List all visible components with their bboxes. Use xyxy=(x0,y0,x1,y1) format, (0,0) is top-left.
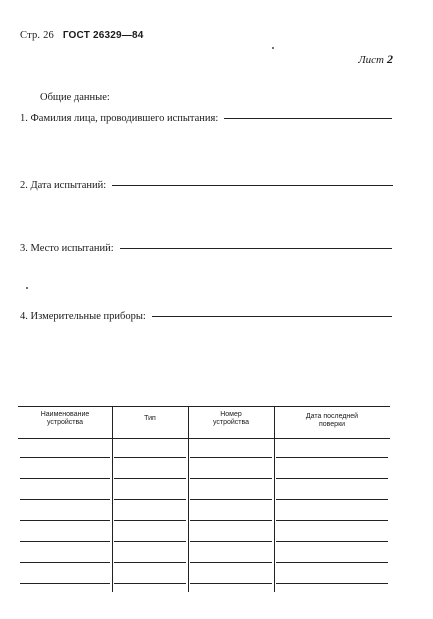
section-title: Общие данные: xyxy=(40,92,110,103)
column-header-number: Номер устройства xyxy=(212,411,250,426)
field-label: 1. Фамилия лица, проводившего испытания: xyxy=(20,113,219,124)
table-cell-line[interactable] xyxy=(190,457,272,458)
page-number: Стр. 26 xyxy=(20,30,54,41)
standard-code: ГОСТ 26329—84 xyxy=(62,30,144,41)
table-cell-line[interactable] xyxy=(276,583,388,584)
field-label: 2. Дата испытаний: xyxy=(20,180,107,191)
field-label: 4. Измерительные приборы: xyxy=(20,311,146,322)
table-cell-line[interactable] xyxy=(20,520,110,521)
table-cell-line[interactable] xyxy=(20,499,110,500)
fill-in-line[interactable] xyxy=(224,117,392,119)
field-tester-name xyxy=(20,113,392,124)
scan-speck xyxy=(272,47,274,49)
column-header-type: Тип xyxy=(144,415,156,422)
sheet-number: 2 xyxy=(387,52,393,66)
table-cell-line[interactable] xyxy=(276,562,388,563)
table-cell-line[interactable] xyxy=(276,520,388,521)
table-cell-line[interactable] xyxy=(20,478,110,479)
table-cell-line[interactable] xyxy=(276,499,388,500)
sheet-word: Лист xyxy=(358,54,384,66)
column-divider xyxy=(274,406,275,592)
table-cell-line[interactable] xyxy=(20,562,110,563)
table-cell-line[interactable] xyxy=(114,457,186,458)
table-cell-line[interactable] xyxy=(20,583,110,584)
table-header-rule xyxy=(18,438,390,439)
table-cell-line[interactable] xyxy=(114,562,186,563)
table-cell-line[interactable] xyxy=(276,478,388,479)
table-cell-line[interactable] xyxy=(114,478,186,479)
table-top-rule xyxy=(18,406,390,407)
table-cell-line[interactable] xyxy=(114,520,186,521)
page-header xyxy=(20,30,144,41)
field-test-date xyxy=(20,180,393,191)
table-cell-line[interactable] xyxy=(190,520,272,521)
table-cell-line[interactable] xyxy=(190,583,272,584)
fill-in-line[interactable] xyxy=(120,247,392,249)
table-cell-line[interactable] xyxy=(190,499,272,500)
table-cell-line[interactable] xyxy=(276,457,388,458)
table-cell-line[interactable] xyxy=(190,478,272,479)
table-cell-line[interactable] xyxy=(114,583,186,584)
scan-speck xyxy=(26,287,28,289)
table-cell-line[interactable] xyxy=(114,499,186,500)
table-cell-line[interactable] xyxy=(190,541,272,542)
table-cell-line[interactable] xyxy=(276,541,388,542)
field-label: 3. Место испытаний: xyxy=(20,243,114,254)
column-header-verification-date: Дата последней поверки xyxy=(305,413,359,428)
column-divider xyxy=(112,406,113,592)
column-divider xyxy=(188,406,189,592)
table-cell-line[interactable] xyxy=(20,541,110,542)
field-instruments xyxy=(20,311,392,322)
instruments-table xyxy=(18,406,390,592)
table-cell-line[interactable] xyxy=(114,541,186,542)
column-header-name: Наименование устройства xyxy=(40,411,90,426)
table-cell-line[interactable] xyxy=(20,457,110,458)
field-test-place xyxy=(20,243,392,254)
table-cell-line[interactable] xyxy=(190,562,272,563)
fill-in-line[interactable] xyxy=(112,184,393,186)
fill-in-line[interactable] xyxy=(152,315,392,317)
sheet-label xyxy=(358,52,393,67)
